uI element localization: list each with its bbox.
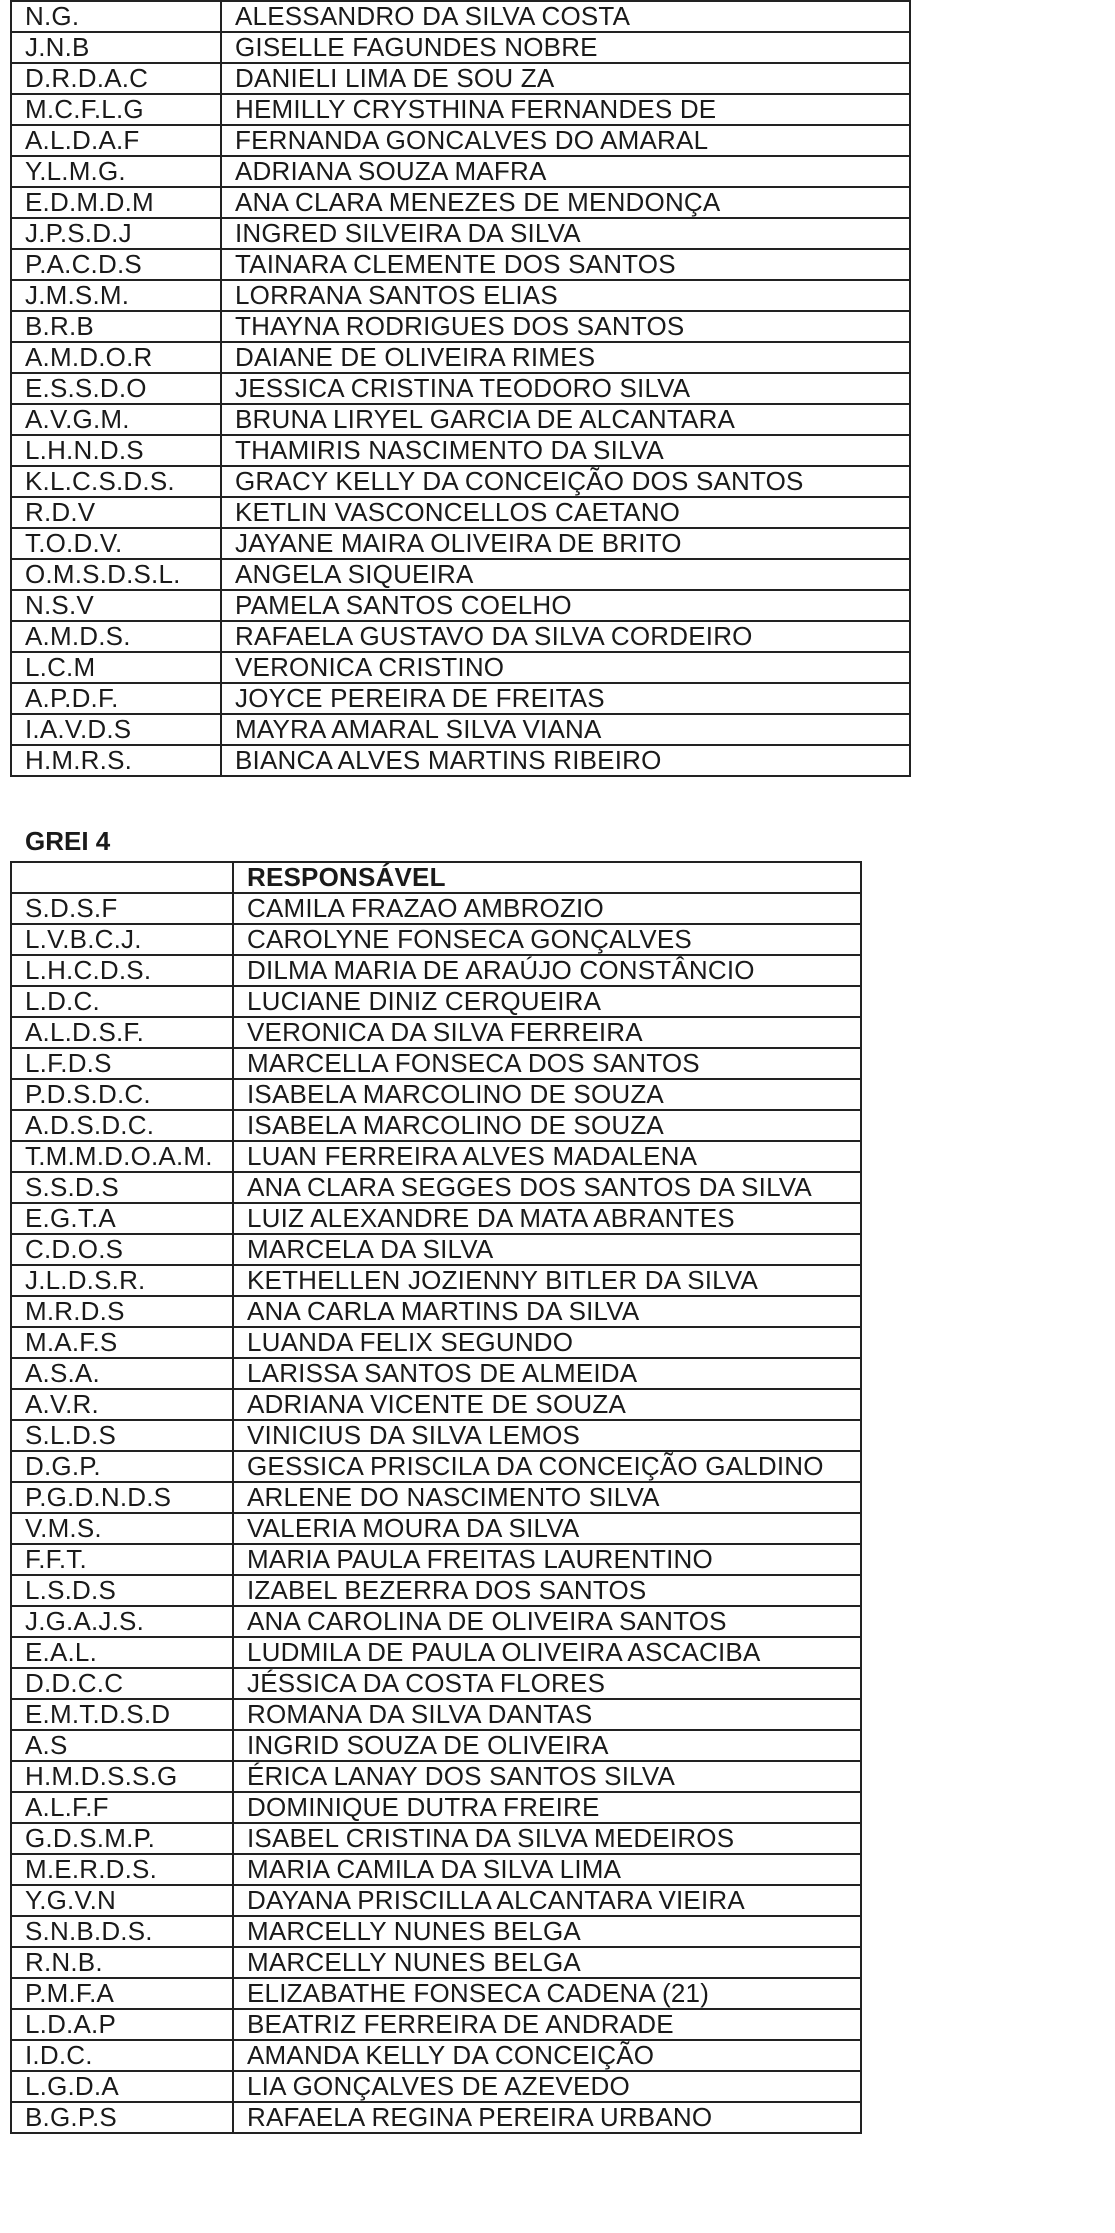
initials-cell: K.L.C.S.D.S. (11, 466, 221, 497)
initials-cell: A.P.D.F. (11, 683, 221, 714)
table-row (11, 2009, 861, 2040)
table-row (11, 1110, 861, 1141)
name-cell: VALERIA MOURA DA SILVA (233, 1513, 861, 1544)
table-row (11, 435, 910, 466)
table-row (11, 986, 861, 1017)
name-cell: ANA CAROLINA DE OLIVEIRA SANTOS (233, 1606, 861, 1637)
initials-cell: A.V.R. (11, 1389, 233, 1420)
name-cell: MARCELLA FONSECA DOS SANTOS (233, 1048, 861, 1079)
name-cell: BEATRIZ FERREIRA DE ANDRADE (233, 2009, 861, 2040)
enrollment-table-1 (10, 0, 911, 777)
table-row (11, 373, 910, 404)
name-cell: MARCELLY NUNES BELGA (233, 1916, 861, 1947)
initials-cell: L.H.C.D.S. (11, 955, 233, 986)
name-cell: DANIELI LIMA DE SOU ZA (221, 63, 910, 94)
table-row (11, 1141, 861, 1172)
name-cell: ADRIANA SOUZA MAFRA (221, 156, 910, 187)
name-cell: TAINARA CLEMENTE DOS SANTOS (221, 249, 910, 280)
table-row (11, 1606, 861, 1637)
name-cell: BRUNA LIRYEL GARCIA DE ALCANTARA (221, 404, 910, 435)
initials-cell: I.A.V.D.S (11, 714, 221, 745)
initials-cell: C.D.O.S (11, 1234, 233, 1265)
table-row (11, 1947, 861, 1978)
initials-cell: A.D.S.D.C. (11, 1110, 233, 1141)
name-cell: ANGELA SIQUEIRA (221, 559, 910, 590)
table-body (11, 1, 910, 776)
name-cell: AMANDA KELLY DA CONCEIÇÃO (233, 2040, 861, 2071)
name-cell: LUCIANE DINIZ CERQUEIRA (233, 986, 861, 1017)
initials-cell: L.V.B.C.J. (11, 924, 233, 955)
initials-cell: E.D.M.D.M (11, 187, 221, 218)
name-cell: ARLENE DO NASCIMENTO SILVA (233, 1482, 861, 1513)
table-row (11, 2071, 861, 2102)
initials-cell: M.C.F.L.G (11, 94, 221, 125)
initials-cell: O.M.S.D.S.L. (11, 559, 221, 590)
table-row (11, 1823, 861, 1854)
name-cell: ISABEL CRISTINA DA SILVA MEDEIROS (233, 1823, 861, 1854)
table-row (11, 342, 910, 373)
name-cell: MARCELLY NUNES BELGA (233, 1947, 861, 1978)
table-row (11, 187, 910, 218)
initials-cell: A.S (11, 1730, 233, 1761)
table-row (11, 32, 910, 63)
table-row (11, 893, 861, 924)
initials-cell: E.A.L. (11, 1637, 233, 1668)
table-row (11, 1, 910, 32)
name-cell: VINICIUS DA SILVA LEMOS (233, 1420, 861, 1451)
table-row (11, 1327, 861, 1358)
header-cell-responsavel: RESPONSÁVEL (233, 862, 861, 893)
table-row (11, 1234, 861, 1265)
initials-cell: T.M.M.D.O.A.M. (11, 1141, 233, 1172)
name-cell: PAMELA SANTOS COELHO (221, 590, 910, 621)
table-row (11, 1265, 861, 1296)
name-cell: GESSICA PRISCILA DA CONCEIÇÃO GALDINO (233, 1451, 861, 1482)
initials-cell: A.L.D.S.F. (11, 1017, 233, 1048)
initials-cell: E.S.S.D.O (11, 373, 221, 404)
name-cell: ANA CLARA MENEZES DE MENDONÇA (221, 187, 910, 218)
initials-cell: L.D.A.P (11, 2009, 233, 2040)
table-row (11, 1513, 861, 1544)
initials-cell: B.G.P.S (11, 2102, 233, 2133)
name-cell: ANA CARLA MARTINS DA SILVA (233, 1296, 861, 1327)
name-cell: DOMINIQUE DUTRA FREIRE (233, 1792, 861, 1823)
name-cell: VERONICA DA SILVA FERREIRA (233, 1017, 861, 1048)
table-row (11, 156, 910, 187)
initials-cell: G.D.S.M.P. (11, 1823, 233, 1854)
table-row (11, 2102, 861, 2133)
initials-cell: F.F.T. (11, 1544, 233, 1575)
name-cell: JOYCE PEREIRA DE FREITAS (221, 683, 910, 714)
name-cell: LUANDA FELIX SEGUNDO (233, 1327, 861, 1358)
initials-cell: L.G.D.A (11, 2071, 233, 2102)
table-row (11, 218, 910, 249)
initials-cell: B.R.B (11, 311, 221, 342)
table-row (11, 714, 910, 745)
initials-cell: S.D.S.F (11, 893, 233, 924)
initials-cell: A.V.G.M. (11, 404, 221, 435)
name-cell: IZABEL BEZERRA DOS SANTOS (233, 1575, 861, 1606)
name-cell: RAFAELA REGINA PEREIRA URBANO (233, 2102, 861, 2133)
table-row (11, 1792, 861, 1823)
initials-cell: A.M.D.S. (11, 621, 221, 652)
name-cell: THAYNA RODRIGUES DOS SANTOS (221, 311, 910, 342)
name-cell: ELIZABATHE FONSECA CADENA (21) (233, 1978, 861, 2009)
name-cell: MARCELA DA SILVA (233, 1234, 861, 1265)
table-header-row (11, 862, 861, 893)
initials-cell: S.N.B.D.S. (11, 1916, 233, 1947)
name-cell: VERONICA CRISTINO (221, 652, 910, 683)
name-cell: LUAN FERREIRA ALVES MADALENA (233, 1141, 861, 1172)
table-row (11, 1389, 861, 1420)
initials-cell: N.G. (11, 1, 221, 32)
initials-cell: L.D.C. (11, 986, 233, 1017)
name-cell: LUDMILA DE PAULA OLIVEIRA ASCACIBA (233, 1637, 861, 1668)
name-cell: ISABELA MARCOLINO DE SOUZA (233, 1079, 861, 1110)
initials-cell: Y.L.M.G. (11, 156, 221, 187)
initials-cell: Y.G.V.N (11, 1885, 233, 1916)
table-body (11, 893, 861, 2133)
table-row (11, 1451, 861, 1482)
initials-cell: J.N.B (11, 32, 221, 63)
initials-cell: P.G.D.N.D.S (11, 1482, 233, 1513)
name-cell: MARIA PAULA FREITAS LAURENTINO (233, 1544, 861, 1575)
table-row (11, 404, 910, 435)
name-cell: ÉRICA LANAY DOS SANTOS SILVA (233, 1761, 861, 1792)
initials-cell: A.L.D.A.F (11, 125, 221, 156)
name-cell: LUIZ ALEXANDRE DA MATA ABRANTES (233, 1203, 861, 1234)
name-cell: RAFAELA GUSTAVO DA SILVA CORDEIRO (221, 621, 910, 652)
table-row (11, 683, 910, 714)
name-cell: MAYRA AMARAL SILVA VIANA (221, 714, 910, 745)
initials-cell: D.D.C.C (11, 1668, 233, 1699)
name-cell: LARISSA SANTOS DE ALMEIDA (233, 1358, 861, 1389)
name-cell: ALESSANDRO DA SILVA COSTA (221, 1, 910, 32)
initials-cell: M.A.F.S (11, 1327, 233, 1358)
table-row (11, 528, 910, 559)
name-cell: INGRED SILVEIRA DA SILVA (221, 218, 910, 249)
table-row (11, 1079, 861, 1110)
name-cell: THAMIRIS NASCIMENTO DA SILVA (221, 435, 910, 466)
table-row (11, 280, 910, 311)
initials-cell: A.M.D.O.R (11, 342, 221, 373)
table-row (11, 1637, 861, 1668)
initials-cell: J.M.S.M. (11, 280, 221, 311)
name-cell: MARIA CAMILA DA SILVA LIMA (233, 1854, 861, 1885)
name-cell: JESSICA CRISTINA TEODORO SILVA (221, 373, 910, 404)
table-row (11, 1761, 861, 1792)
table-row (11, 924, 861, 955)
name-cell: JAYANE MAIRA OLIVEIRA DE BRITO (221, 528, 910, 559)
table-row (11, 94, 910, 125)
name-cell: CAMILA FRAZAO AMBROZIO (233, 893, 861, 924)
initials-cell: D.R.D.A.C (11, 63, 221, 94)
table-row (11, 1358, 861, 1389)
table-row (11, 590, 910, 621)
name-cell: ANA CLARA SEGGES DOS SANTOS DA SILVA (233, 1172, 861, 1203)
table-row (11, 249, 910, 280)
initials-cell: L.C.M (11, 652, 221, 683)
name-cell: GRACY KELLY DA CONCEIÇÃO DOS SANTOS (221, 466, 910, 497)
initials-cell: E.G.T.A (11, 1203, 233, 1234)
table-row (11, 1730, 861, 1761)
initials-cell: E.M.T.D.S.D (11, 1699, 233, 1730)
name-cell: DAIANE DE OLIVEIRA RIMES (221, 342, 910, 373)
name-cell: HEMILLY CRYSTHINA FERNANDES DE (221, 94, 910, 125)
table-row (11, 497, 910, 528)
initials-cell: J.L.D.S.R. (11, 1265, 233, 1296)
name-cell: LIA GONÇALVES DE AZEVEDO (233, 2071, 861, 2102)
table-row (11, 1296, 861, 1327)
name-cell: KETHELLEN JOZIENNY BITLER DA SILVA (233, 1265, 861, 1296)
enrollment-table-grei-4 (10, 861, 862, 2134)
initials-cell: L.F.D.S (11, 1048, 233, 1079)
table-row (11, 1916, 861, 1947)
initials-cell: D.G.P. (11, 1451, 233, 1482)
initials-cell: R.D.V (11, 497, 221, 528)
table-row (11, 1482, 861, 1513)
initials-cell: N.S.V (11, 590, 221, 621)
initials-cell: S.S.D.S (11, 1172, 233, 1203)
table-row (11, 1048, 861, 1079)
name-cell: ADRIANA VICENTE DE SOUZA (233, 1389, 861, 1420)
table-row (11, 311, 910, 342)
initials-cell: S.L.D.S (11, 1420, 233, 1451)
initials-cell: I.D.C. (11, 2040, 233, 2071)
table-row (11, 652, 910, 683)
name-cell: DAYANA PRISCILLA ALCANTARA VIEIRA (233, 1885, 861, 1916)
name-cell: JÉSSICA DA COSTA FLORES (233, 1668, 861, 1699)
name-cell: CAROLYNE FONSECA GONÇALVES (233, 924, 861, 955)
initials-cell: L.H.N.D.S (11, 435, 221, 466)
section-title: GREI 4 (25, 826, 111, 856)
table-row (11, 621, 910, 652)
name-cell: INGRID SOUZA DE OLIVEIRA (233, 1730, 861, 1761)
table-row (11, 125, 910, 156)
table-row (11, 1668, 861, 1699)
name-cell: DILMA MARIA DE ARAÚJO CONSTÂNCIO (233, 955, 861, 986)
initials-cell: P.D.S.D.C. (11, 1079, 233, 1110)
initials-cell: A.L.F.F (11, 1792, 233, 1823)
table-row (11, 466, 910, 497)
table-row (11, 1699, 861, 1730)
initials-cell: M.E.R.D.S. (11, 1854, 233, 1885)
table-row (11, 559, 910, 590)
header-cell-code (11, 862, 233, 893)
initials-cell: T.O.D.V. (11, 528, 221, 559)
name-cell: ISABELA MARCOLINO DE SOUZA (233, 1110, 861, 1141)
name-cell: ROMANA DA SILVA DANTAS (233, 1699, 861, 1730)
table-row (11, 1885, 861, 1916)
table-row (11, 1203, 861, 1234)
table-row (11, 745, 910, 776)
initials-cell: V.M.S. (11, 1513, 233, 1544)
table-row (11, 1420, 861, 1451)
initials-cell: M.R.D.S (11, 1296, 233, 1327)
initials-cell: J.P.S.D.J (11, 218, 221, 249)
table-row (11, 63, 910, 94)
initials-cell: H.M.D.S.S.G (11, 1761, 233, 1792)
initials-cell: A.S.A. (11, 1358, 233, 1389)
table-row (11, 1575, 861, 1606)
name-cell: LORRANA SANTOS ELIAS (221, 280, 910, 311)
table-row (11, 2040, 861, 2071)
table-row (11, 1172, 861, 1203)
initials-cell: L.S.D.S (11, 1575, 233, 1606)
table-row (11, 955, 861, 986)
initials-cell: P.M.F.A (11, 1978, 233, 2009)
initials-cell: R.N.B. (11, 1947, 233, 1978)
initials-cell: P.A.C.D.S (11, 249, 221, 280)
name-cell: KETLIN VASCONCELLOS CAETANO (221, 497, 910, 528)
table-row (11, 1978, 861, 2009)
name-cell: GISELLE FAGUNDES NOBRE (221, 32, 910, 63)
name-cell: FERNANDA GONCALVES DO AMARAL (221, 125, 910, 156)
table-row (11, 1544, 861, 1575)
name-cell: BIANCA ALVES MARTINS RIBEIRO (221, 745, 910, 776)
initials-cell: J.G.A.J.S. (11, 1606, 233, 1637)
initials-cell: H.M.R.S. (11, 745, 221, 776)
table-row (11, 1854, 861, 1885)
table-row (11, 1017, 861, 1048)
